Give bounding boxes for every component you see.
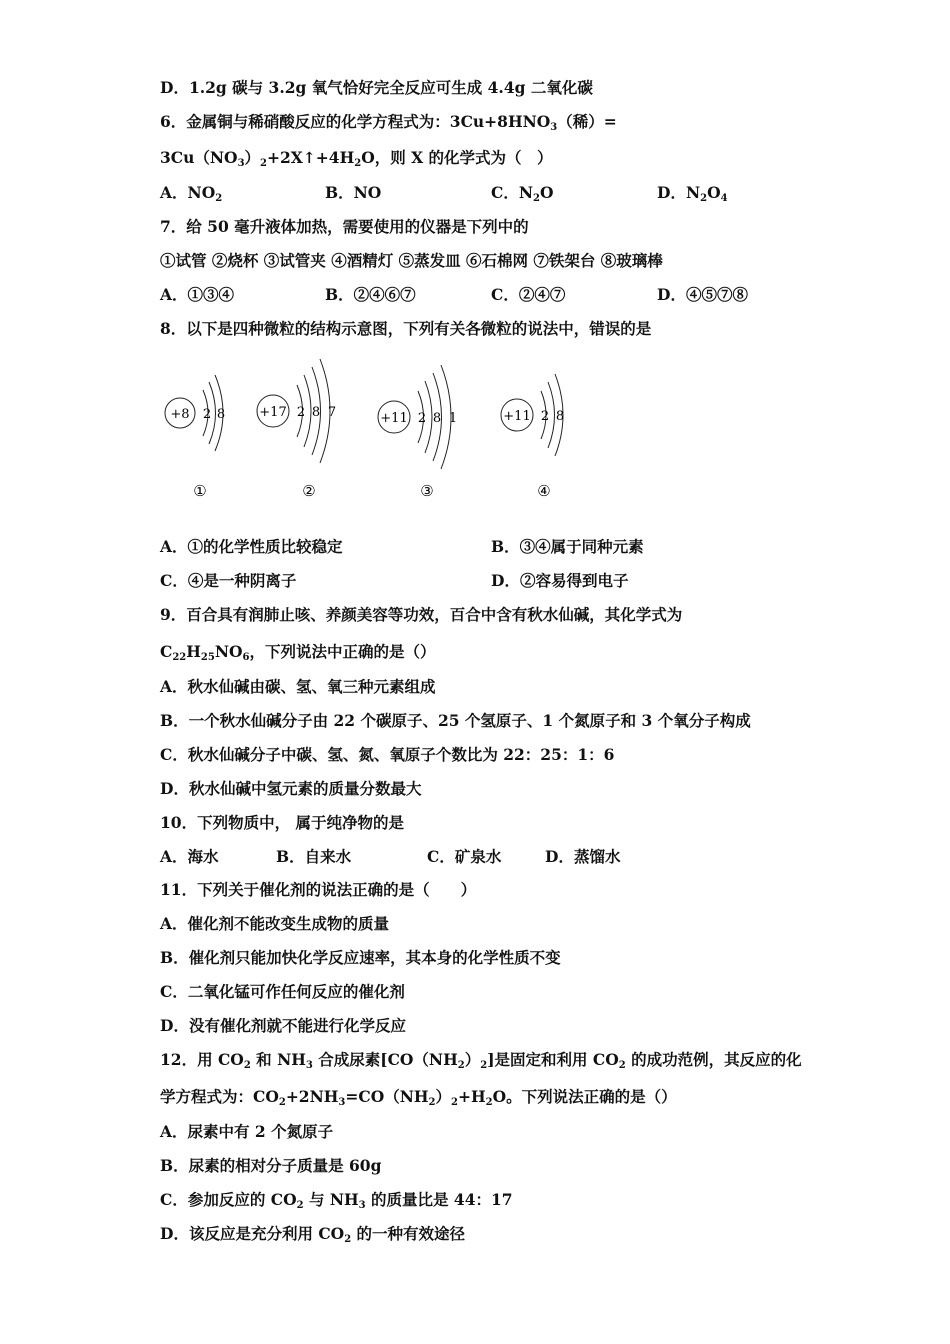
- q10-option-b: B．自来水: [276, 847, 352, 866]
- q9-option-a: A．秋水仙碱由碳、氢、氧三种元素组成: [160, 677, 436, 696]
- q6-option-a: A．$NO_2$: [160, 183, 223, 204]
- particle-2-shell-2: 8: [311, 405, 321, 420]
- q7-option-d: D．④⑤⑦⑧: [657, 285, 748, 304]
- atomic-structure-diagram: [155, 355, 595, 515]
- q11-option-c: C．二氧化锰可作任何反应的催化剂: [160, 982, 405, 1001]
- particle-4-shell-2: 8: [555, 409, 565, 424]
- q6-option-d: D．$N_2O_4$: [657, 183, 728, 204]
- particle-3-nucleus: +11: [380, 411, 408, 426]
- q12-option-c: C．参加反应的 $CO_2$ 与 $NH_3$ 的质量比是 44：17: [160, 1190, 513, 1211]
- q12-option-b: B．尿素的相对分子质量是 60g: [160, 1156, 382, 1175]
- particle-1-label: ①: [193, 482, 207, 500]
- q6-option-c: C．$N_2O$: [491, 183, 554, 204]
- particle-1-shell-2: 8: [216, 407, 226, 422]
- q12-option-a: A．尿素中有 2 个氮原子: [160, 1122, 334, 1141]
- q10-option-d: D．蒸馏水: [545, 847, 621, 866]
- particle-4-shell-1: 2: [540, 409, 550, 424]
- q7-stem: 7．给 50 毫升液体加热，需要使用的仪器是下列中的: [160, 217, 529, 236]
- q8-option-d: D．②容易得到电子: [491, 571, 629, 590]
- q9-option-c: C．秋水仙碱分子中碳、氢、氮、氧原子个数比为 22：25：1：6: [160, 745, 615, 764]
- q8-option-a: A．①的化学性质比较稳定: [160, 537, 343, 556]
- q11-option-b: B．催化剂只能加快化学反应速率，其本身的化学性质不变: [160, 948, 561, 967]
- particle-3-shell-1: 2: [417, 411, 427, 426]
- q6-option-b: B．NO: [325, 183, 382, 202]
- q10-option-a: A．海水: [160, 847, 219, 866]
- particle-2-label: ②: [302, 482, 316, 500]
- particle-4: [501, 374, 564, 500]
- q9-formula-line: $C_{22}H_{25}NO_6$，下列说法中正确的是（）: [160, 642, 436, 663]
- q12-stem-line1: 12．用 $CO_2$ 和 $NH_3$ 合成尿素$[CO(NH_2)_2]$是固定和利用 $CO_2$ 的成功范例，其反应的化: [160, 1050, 802, 1071]
- q5-option-d: D．1.2g 碳与 3.2g 氧气恰好完全反应可生成 4.4g 二氧化碳: [160, 78, 593, 97]
- q11-option-a: A．催化剂不能改变生成物的质量: [160, 914, 390, 933]
- particle-3-label: ③: [420, 482, 434, 500]
- particle-3: [378, 365, 457, 500]
- q10-option-c: C．矿泉水: [427, 847, 502, 866]
- q8-stem: 8．以下是四种微粒的结构示意图，下列有关各微粒的说法中，错误的是: [160, 319, 652, 338]
- q8-option-c: C．④是一种阴离子: [160, 571, 297, 590]
- q11-stem: 11．下列关于催化剂的说法正确的是（ ）: [160, 880, 477, 899]
- q7-option-c: C．②④⑦: [491, 285, 566, 304]
- particle-2-nucleus: +17: [259, 405, 287, 420]
- q9-option-d: D．秋水仙碱中氢元素的质量分数最大: [160, 779, 422, 798]
- particle-1-nucleus: +8: [170, 407, 190, 422]
- particle-3-shell-2: 8: [432, 411, 442, 426]
- q10-stem: 10．下列物质中， 属于纯净物的是: [160, 813, 404, 832]
- q6-stem-line1: 6．金属铜与稀硝酸反应的化学方程式为：$3Cu+8HNO_3$（稀）=: [160, 112, 617, 133]
- particle-1: [165, 375, 225, 500]
- particle-1-shell-1: 2: [202, 407, 212, 422]
- particle-2-shell-1: 2: [296, 405, 306, 420]
- q9-option-b: B．一个秋水仙碱分子由 22 个碳原子、25 个氢原子、1 个氮原子和 3 个氧分子构成: [160, 711, 751, 730]
- q7-option-b: B．②④⑥⑦: [325, 285, 416, 304]
- q6-stem-line2: $3Cu(NO_3)_2+2X↑+4H_2O$，则 X 的化学式为（ ）: [160, 148, 553, 169]
- particle-4-label: ④: [537, 482, 551, 500]
- particle-3-shell-3: 1: [448, 411, 458, 426]
- q8-option-b: B．③④属于同种元素: [491, 537, 644, 556]
- q7-items: ①试管 ②烧杯 ③试管夹 ④酒精灯 ⑤蒸发皿 ⑥石棉网 ⑦铁架台 ⑧玻璃棒: [160, 251, 663, 270]
- particle-2: [257, 359, 336, 500]
- q9-stem: 9．百合具有润肺止咳、养颜美容等功效，百合中含有秋水仙碱，其化学式为: [160, 605, 683, 624]
- q12-option-d: D．该反应是充分利用 $CO_2$ 的一种有效途径: [160, 1224, 466, 1245]
- q11-option-d: D．没有催化剂就不能进行化学反应: [160, 1016, 406, 1035]
- particle-4-nucleus: +11: [503, 409, 531, 424]
- particle-2-shell-3: 7: [327, 405, 337, 420]
- q7-option-a: A．①③④: [160, 285, 235, 304]
- q12-stem-line2: 学方程式为：$CO_2+2NH_3=CO(NH_2)_2+H_2O$。下列说法正确的是（）: [160, 1087, 677, 1108]
